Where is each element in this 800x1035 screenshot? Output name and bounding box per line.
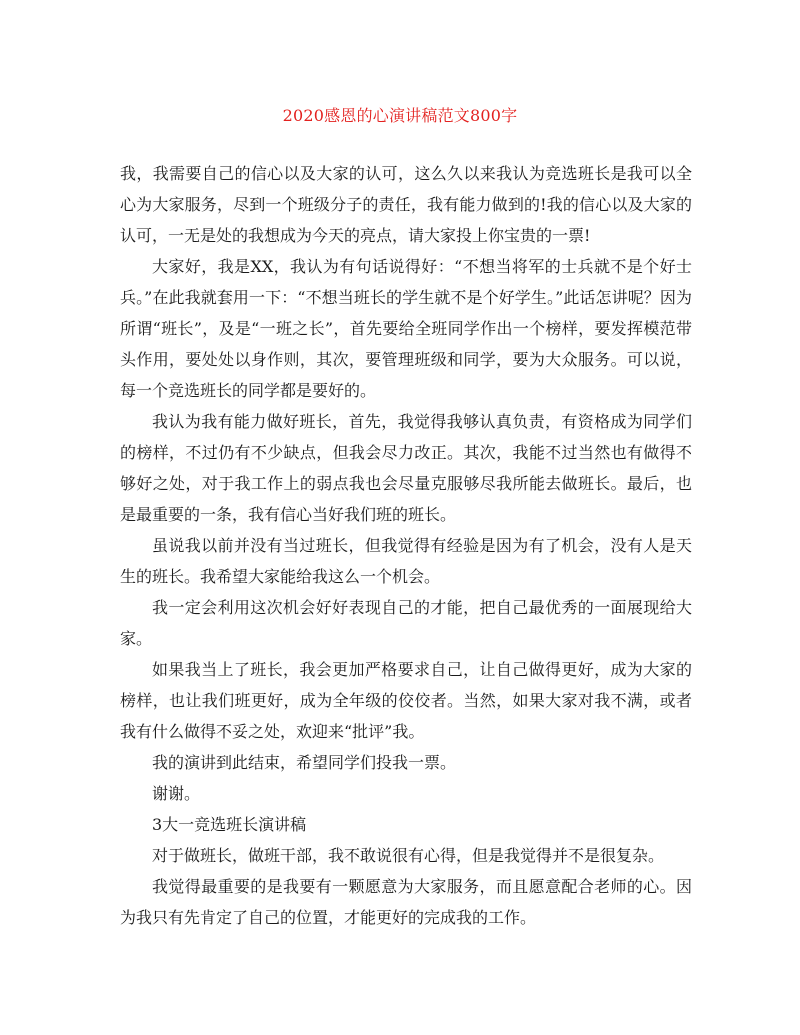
paragraph: 我的演讲到此结束，希望同学们投我一票。 [152,753,457,772]
paragraph: 谢谢。 [152,784,201,803]
paragraph: 大家好，我是XX，我认为有句话说得好：“不想当将军的士兵就不是个好士兵。”在此我就套用一下：“不想当班长的学生就不是个好学生。”此话怎讲呢？因为所谓“班长”，及是“一班之长”，首先要给全班同学作出一个榜样，要发挥模范带头作用，要处处以身作则，其次，要管理班级和同学，要为大众服务。可以说，每一个竞选班长的同学都是要好的。 [120,257,692,400]
paragraph: 虽说我以前并没有当过班长，但我觉得有经验是因为有了机会，没有人是天生的班长。我希望大家能给我这么一个机会。 [120,536,692,586]
paragraph: 我觉得最重要的是我要有一颗愿意为大家服务，而且愿意配合老师的心。因为我只有先肯定了自己的位置，才能更好的完成我的工作。 [120,877,692,927]
paragraph: 对于做班长，做班干部，我不敢说很有心得，但是我觉得并不是很复杂。 [152,846,665,865]
paragraph: 如果我当上了班长，我会更加严格要求自己，让自己做得更好，成为大家的榜样，也让我们班更好，成为全年级的佼佼者。当然，如果大家对我不满，或者我有什么做得不妥之处，欢迎来“批评”我。 [120,660,692,741]
section-heading: 3大一竞选班长演讲稿 [152,815,307,834]
paragraph: 我一定会利用这次机会好好表现自己的才能，把自己最优秀的一面展现给大家。 [120,598,692,648]
document-title: 2020感恩的心演讲稿范文800字 [282,106,518,125]
document-body [120,158,692,933]
paragraph: 我认为我有能力做好班长，首先，我觉得我够认真负责，有资格成为同学们的榜样，不过仍有不少缺点，但我会尽力改正。其次，我能不过当然也有做得不够好之处，对于我工作上的弱点我也会尽量克服够尽我所能去做班长。最后，也是最重要的一条，我有信心当好我们班的班长。 [120,412,692,524]
paragraph: 我，我需要自己的信心以及大家的认可，这么久以来我认为竞选班长是我可以全心为大家服务，尽到一个班级分子的责任，我有能力做到的!我的信心以及大家的认可，一无是处的我想成为今天的亮点，请大家投上你宝贵的一票! [120,164,692,245]
